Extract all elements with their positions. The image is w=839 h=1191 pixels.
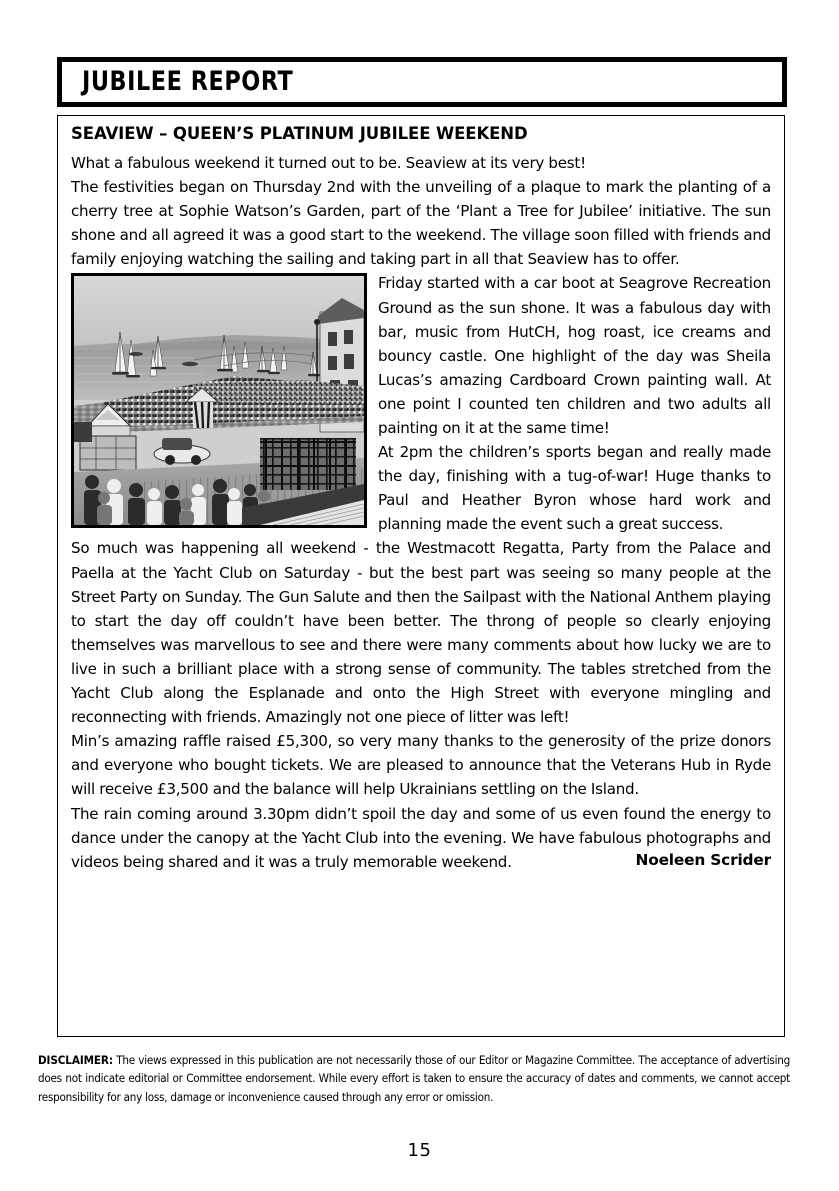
- disclaimer-text: The views expressed in this publication are not necessarily those of our Editor or Magazine Committee. The acceptance of advertising does not indicate editorial or Committee endorsement. While every effort is taken to ensure the accuracy of dates and comments, we cannot accept responsibility for any loss, damage or inconvenience caused through any error or omission.: [38, 1053, 790, 1104]
- article-paragraph-6: Min’s amazing raffle raised £5,300, so very many thanks to the generosity of the prize donors and everyone who bought tickets. We are pleased to announce that the Veterans Hub in Ryde will receive £3,500 and the balance will help Ukrainians settling on the Island.: [71, 732, 771, 799]
- article-subheading: SEAVIEW – QUEEN’S PLATINUM JUBILEE WEEKEND: [71, 124, 528, 143]
- jubilee-report-banner: [57, 57, 787, 107]
- article-paragraph-7-text: The rain coming around 3.30pm didn’t spoil the day and some of us even found the energy to dance under the canopy at the Yacht Club into the evening. We have fabulous photographs and videos being shared and it was a truly memorable weekend.: [71, 804, 771, 871]
- article-paragraph-5: So much was happening all weekend - the Westmacott Regatta, Party from the Palace and Paella at the Yacht Club on Saturday - but the best part was seeing so many people at the Street Party on Sunday. The Gun Salute and then the Sailpast with the National Anthem playing to start the day off couldn’t have been better. The throng of people so clearly enjoying themselves was marvellous to see and there were many comments about how lucky we are to live in such a brilliant place with a strong sense of community. The tables stretched from the Yacht Club along the Esplanade and onto the High Street with everyone mingling and reconnecting with friends. Amazingly not one piece of litter was left!: [71, 539, 771, 727]
- article-paragraph-3: Friday started with a car boot at Seagrove Recreation Ground as the sun shone. It was a fabulous day with bar, music from HutCH, hog roast, ice creams and bouncy castle. One highlight of the day was Sheila Lucas’s amazing Cardboard Crown painting wall. At one point I counted ten children and two adults all painting on it at the same time!: [378, 274, 771, 437]
- disclaimer-label: DISCLAIMER:: [38, 1053, 113, 1067]
- article-paragraph-4: At 2pm the children’s sports began and really made the day, finishing with a tug-of-war! Huge thanks to Paul and Heather Byron whose hard work and planning made the event such a great success.: [378, 443, 771, 534]
- article-container: [57, 115, 785, 1037]
- photo-illustration: [74, 276, 364, 525]
- page-title: JUBILEE REPORT: [82, 65, 294, 97]
- page-number: 15: [407, 1140, 432, 1161]
- article-paragraph-1: What a fabulous weekend it turned out to be. Seaview at its very best!: [71, 153, 586, 172]
- article-paragraph-2: The festivities began on Thursday 2nd with the unveiling of a plaque to mark the planting of a cherry tree at Sophie Watson’s Garden, part of the ‘Plant a Tree for Jubilee’ initiative. The sun shone and all agreed it was a good start to the weekend. The village soon filled with friends and family enjoying watching the sailing and taking part in all that Seaview has to offer.: [71, 178, 771, 269]
- disclaimer: [38, 1051, 790, 1106]
- article-inner: [58, 116, 784, 1036]
- seaview-esplanade-photo: [71, 273, 367, 528]
- article-byline: Noeleen Scrider: [635, 850, 771, 869]
